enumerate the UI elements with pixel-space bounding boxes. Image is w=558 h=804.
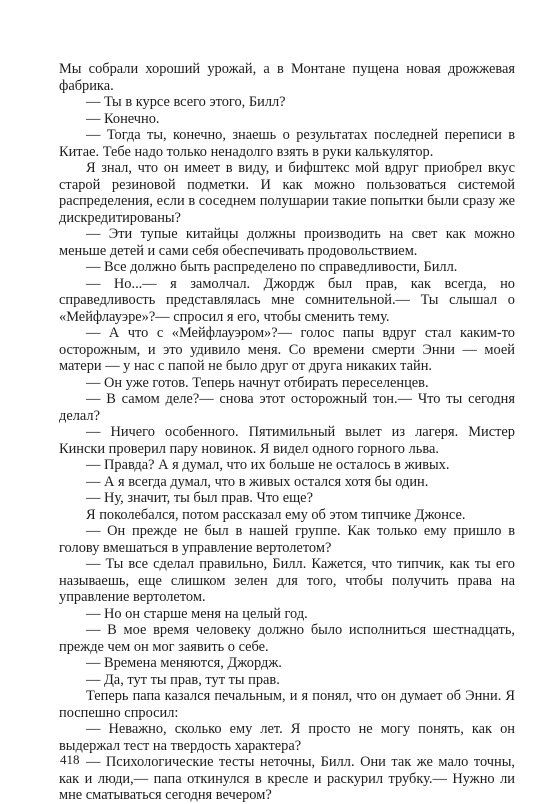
paragraph: — Времена меняются, Джордж. bbox=[86, 655, 282, 671]
paragraph: — Ты все сделал правильно, Билл. Кажется, что типчик, как ты его называешь, еще слишком зелен для того, чтобы получить права на управление вертолетом. bbox=[59, 556, 515, 605]
paragraph: — А я всегда думал, что в живых остался хотя бы один. bbox=[86, 473, 429, 490]
paragraph: — Конечно. bbox=[86, 110, 160, 127]
paragraph: — Да, тут ты прав, тут ты прав. bbox=[86, 671, 280, 688]
paragraph: — Но...— я замолчал. Джордж был прав, как всегда, но справедливость представлялась мне сомнительной.— Ты слышал о «Мейфлауэре»?— спросил я его, чтобы сменить тему. bbox=[59, 275, 515, 325]
paragraph: Я знал, что он имеет в виду, и бифштекс мой вдруг приобрел вкус старой резиновой подметки. И как можно пользоваться системой распределения, если в соседнем полушарии такие попытки были сразу же дискредитированы? bbox=[59, 160, 515, 226]
paragraph: — Ты в курсе всего этого, Билл? bbox=[86, 94, 286, 110]
paragraph: — Психологические тесты неточны, Билл. Они так же мало точны, как и люди,— папа откинулся в кресле и раскурил трубку.— Нужно ли мне сматываться сегодня вечером? bbox=[59, 754, 515, 803]
paragraph: — Он уже готов. Теперь начнут отбирать переселенцев. bbox=[86, 374, 429, 391]
paragraph: Я поколебался, потом рассказал ему об этом типчике Джонсе. bbox=[86, 506, 466, 523]
paragraph: — Но он старше меня на целый год. bbox=[86, 605, 308, 622]
paragraph: — Правда? А я думал, что их больше не осталось в живых. bbox=[86, 457, 450, 473]
paragraph: — В самом деле?— снова этот осторожный тон.— Что ты сегодня делал? bbox=[59, 391, 515, 424]
page-number: 418 bbox=[60, 752, 80, 767]
paragraph: — Ничего особенного. Пятимильный вылет из лагеря. Мистер Кински проверил пару новинок. Я видел одного горного льва. bbox=[59, 424, 515, 457]
paragraph: — Он прежде не был в нашей группе. Как только ему пришло в голову вмешаться в управление вертолетом? bbox=[59, 523, 515, 556]
paragraph: Теперь папа казался печальным, и я понял, что он думает об Энни. Я поспешно спросил: bbox=[59, 688, 515, 721]
paragraph: Мы собрали хороший урожай, а в Монтане пущена новая дрожжевая фабрика. bbox=[59, 61, 515, 94]
paragraph: — А что с «Мейфлауэром»?— голос папы вдруг стал каким-то осторожным, и это удивило меня. Со времени смерти Энни — моей матери — у нас с папой не было друг от друга никаких тайн. bbox=[59, 325, 515, 374]
paragraph: — Неважно, сколько ему лет. Я просто не могу понять, как он выдержал тест на твердость характера? bbox=[59, 721, 515, 754]
paragraph: — В мое время человеку должно было исполниться шестнадцать, прежде чем он мог заявить о себе. bbox=[59, 622, 515, 655]
paragraph: — Все должно быть распределено по справедливости, Билл. bbox=[86, 259, 458, 275]
paragraph: — Эти тупые китайцы должны производить на свет как можно меньше детей и сами себя обеспечивать продовольствием. bbox=[59, 226, 515, 259]
body-text bbox=[59, 61, 515, 804]
paragraph: — Тогда ты, конечно, знаешь о результатах последней переписи в Китае. Тебе надо только ненадолго взять в руки калькулятор. bbox=[59, 127, 515, 160]
paragraph: — Ну, значит, ты был прав. Что еще? bbox=[86, 490, 313, 506]
